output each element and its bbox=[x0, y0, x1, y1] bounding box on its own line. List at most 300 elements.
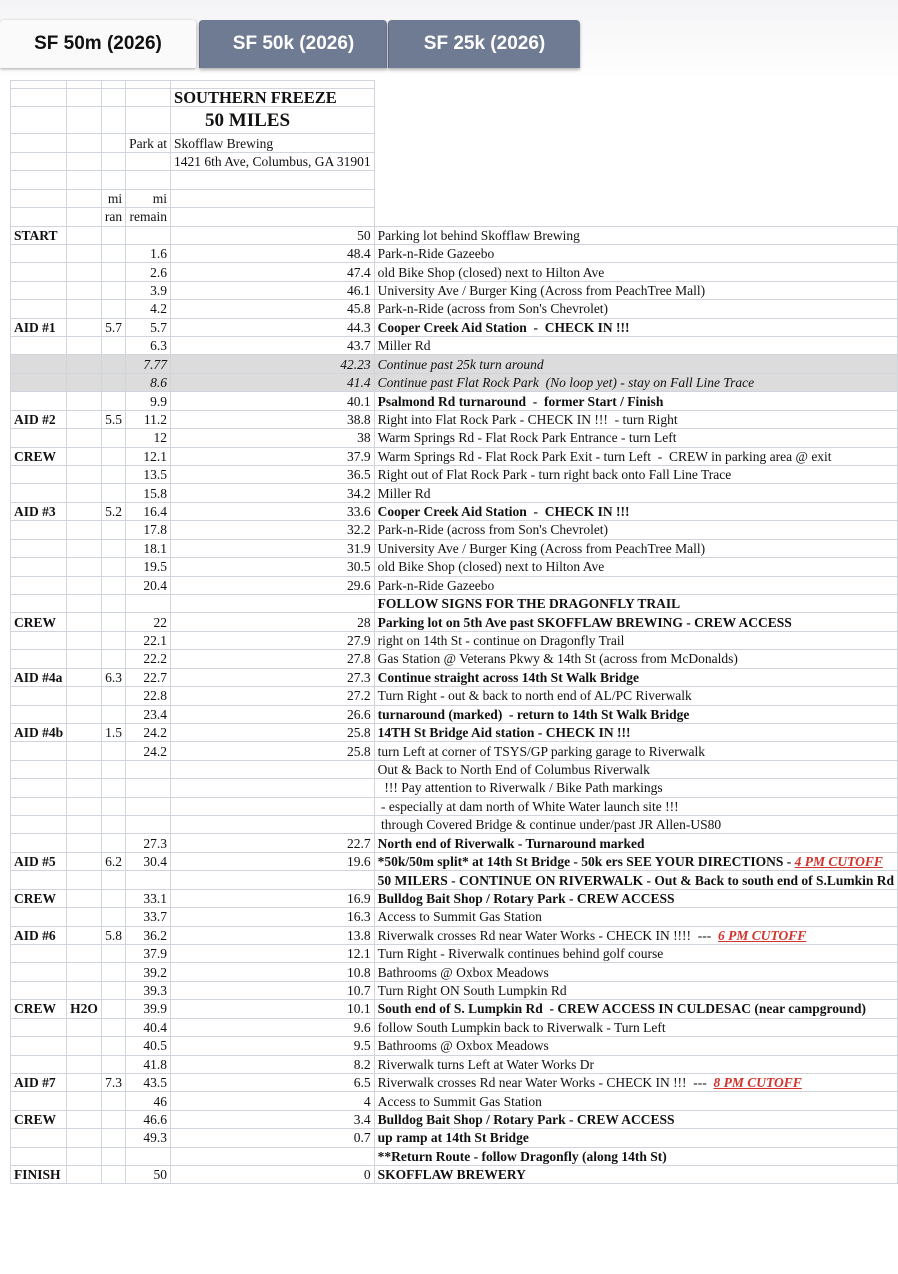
row-miles-remain: 26.6 bbox=[171, 705, 375, 723]
page-title: SOUTHERN FREEZE bbox=[171, 89, 375, 107]
row-leg-distance: 5.5 bbox=[101, 410, 125, 428]
course-row bbox=[11, 410, 898, 428]
row-label: AID #2 bbox=[11, 410, 67, 428]
row-extra bbox=[67, 668, 102, 686]
row-extra bbox=[67, 318, 102, 336]
row-direction-text: Turn Right ON South Lumpkin Rd bbox=[377, 983, 567, 999]
col-ran-header-bottom: ran bbox=[101, 208, 125, 226]
park-name: Skofflaw Brewing bbox=[171, 134, 375, 152]
row-leg-distance bbox=[101, 742, 125, 760]
row-miles-remain: 37.9 bbox=[171, 447, 375, 465]
course-row bbox=[11, 613, 898, 631]
row-direction bbox=[374, 613, 897, 631]
row-direction bbox=[374, 816, 897, 834]
row-miles-remain: 36.5 bbox=[171, 466, 375, 484]
row-label: AID #7 bbox=[11, 1073, 67, 1091]
row-direction bbox=[374, 908, 897, 926]
row-leg-distance bbox=[101, 944, 125, 962]
course-row bbox=[11, 1037, 898, 1055]
row-leg-distance: 7.3 bbox=[101, 1073, 125, 1091]
row-miles-ran: 9.9 bbox=[126, 392, 171, 410]
row-direction-text: up ramp at 14th St Bridge bbox=[377, 1130, 529, 1146]
row-direction-text: follow South Lumpkin back to Riverwalk - Turn Left bbox=[377, 1019, 666, 1035]
row-miles-ran: 40.5 bbox=[126, 1037, 171, 1055]
row-label bbox=[11, 521, 67, 539]
row-direction bbox=[374, 576, 897, 594]
row-leg-distance bbox=[101, 263, 125, 281]
row-direction-text: 50 MILERS - CONTINUE ON RIVERWALK - Out & Back to south end of S.Lumkin Rd bbox=[377, 872, 895, 888]
row-miles-remain: 3.4 bbox=[171, 1110, 375, 1128]
row-miles-remain: 27.9 bbox=[171, 631, 375, 649]
row-miles-ran: 23.4 bbox=[126, 705, 171, 723]
row-direction bbox=[374, 705, 897, 723]
course-row bbox=[11, 908, 898, 926]
row-extra bbox=[67, 466, 102, 484]
row-miles-remain: 16.9 bbox=[171, 889, 375, 907]
row-leg-distance bbox=[101, 1018, 125, 1036]
row-miles-remain: 28 bbox=[171, 613, 375, 631]
row-label: CREW bbox=[11, 447, 67, 465]
row-miles-ran: 39.9 bbox=[126, 1000, 171, 1018]
row-leg-distance bbox=[101, 1110, 125, 1128]
row-label: CREW bbox=[11, 1000, 67, 1018]
row-miles-remain: 41.4 bbox=[171, 373, 375, 391]
row-direction bbox=[374, 963, 897, 981]
row-direction bbox=[374, 871, 897, 889]
row-direction-text: Parking lot behind Skofflaw Brewing bbox=[377, 227, 580, 243]
course-row bbox=[11, 1000, 898, 1018]
course-row bbox=[11, 226, 898, 244]
course-row bbox=[11, 871, 898, 889]
course-row bbox=[11, 484, 898, 502]
row-extra bbox=[67, 852, 102, 870]
row-miles-remain: 27.2 bbox=[171, 687, 375, 705]
row-leg-distance: 6.2 bbox=[101, 852, 125, 870]
row-leg-distance bbox=[101, 300, 125, 318]
tab-sf-50k[interactable]: SF 50k (2026) bbox=[199, 20, 387, 68]
row-direction bbox=[374, 687, 897, 705]
row-leg-distance bbox=[101, 1000, 125, 1018]
row-direction bbox=[374, 981, 897, 999]
row-miles-remain: 25.8 bbox=[171, 742, 375, 760]
row-label bbox=[11, 742, 67, 760]
row-direction bbox=[374, 226, 897, 244]
row-direction bbox=[374, 392, 897, 410]
row-direction bbox=[374, 650, 897, 668]
course-row bbox=[11, 337, 898, 355]
tab-sf-25k[interactable]: SF 25k (2026) bbox=[388, 20, 580, 68]
row-extra bbox=[67, 797, 102, 815]
row-direction bbox=[374, 723, 897, 741]
row-miles-ran: 41.8 bbox=[126, 1055, 171, 1073]
row-extra bbox=[67, 742, 102, 760]
row-direction-text: 14TH St Bridge Aid station - CHECK IN !!! bbox=[377, 725, 631, 741]
row-leg-distance bbox=[101, 1147, 125, 1165]
column-header-row bbox=[11, 189, 898, 207]
course-directions-table bbox=[10, 80, 898, 1184]
row-miles-remain: 9.5 bbox=[171, 1037, 375, 1055]
row-miles-ran: 33.7 bbox=[126, 908, 171, 926]
row-miles-ran: 17.8 bbox=[126, 521, 171, 539]
row-extra bbox=[67, 779, 102, 797]
row-extra bbox=[67, 834, 102, 852]
row-label bbox=[11, 466, 67, 484]
column-header-row bbox=[11, 208, 898, 226]
row-extra bbox=[67, 502, 102, 520]
row-miles-remain bbox=[171, 1147, 375, 1165]
row-leg-distance bbox=[101, 981, 125, 999]
row-direction-text: Right into Flat Rock Park - CHECK IN !!! - turn Right bbox=[377, 411, 678, 427]
row-label bbox=[11, 871, 67, 889]
row-miles-ran: 13.5 bbox=[126, 466, 171, 484]
row-direction bbox=[374, 539, 897, 557]
row-extra bbox=[67, 889, 102, 907]
row-miles-ran: 11.2 bbox=[126, 410, 171, 428]
row-miles-ran: 8.6 bbox=[126, 373, 171, 391]
row-label bbox=[11, 300, 67, 318]
course-row bbox=[11, 981, 898, 999]
course-row bbox=[11, 852, 898, 870]
course-row bbox=[11, 705, 898, 723]
row-miles-ran bbox=[126, 797, 171, 815]
row-label bbox=[11, 908, 67, 926]
row-leg-distance bbox=[101, 613, 125, 631]
row-direction bbox=[374, 760, 897, 778]
row-extra bbox=[67, 908, 102, 926]
row-direction bbox=[374, 263, 897, 281]
row-miles-remain: 6.5 bbox=[171, 1073, 375, 1091]
row-direction bbox=[374, 1073, 897, 1091]
course-row bbox=[11, 963, 898, 981]
col-ran-header-top: mi bbox=[101, 189, 125, 207]
row-direction bbox=[374, 1129, 897, 1147]
row-extra bbox=[67, 816, 102, 834]
row-leg-distance: 1.5 bbox=[101, 723, 125, 741]
row-direction bbox=[374, 355, 897, 373]
park-label: Park at bbox=[126, 134, 171, 152]
row-label: CREW bbox=[11, 889, 67, 907]
row-miles-remain: 44.3 bbox=[171, 318, 375, 336]
row-leg-distance: 5.8 bbox=[101, 926, 125, 944]
row-label bbox=[11, 558, 67, 576]
row-direction-text: Park-n-Ride (across from Son's Chevrolet) bbox=[377, 522, 609, 538]
course-row bbox=[11, 263, 898, 281]
row-direction-text: Park-n-Ride Gazeebo bbox=[377, 246, 495, 262]
row-leg-distance bbox=[101, 1092, 125, 1110]
row-direction-text: Riverwalk turns Left at Water Works Dr bbox=[377, 1056, 594, 1072]
course-row bbox=[11, 1055, 898, 1073]
row-miles-ran: 30.4 bbox=[126, 852, 171, 870]
row-leg-distance bbox=[101, 889, 125, 907]
row-miles-ran: 22.7 bbox=[126, 668, 171, 686]
row-direction bbox=[374, 337, 897, 355]
row-label bbox=[11, 1147, 67, 1165]
row-miles-ran: 15.8 bbox=[126, 484, 171, 502]
row-extra bbox=[67, 226, 102, 244]
row-miles-ran: 40.4 bbox=[126, 1018, 171, 1036]
row-extra bbox=[67, 576, 102, 594]
row-leg-distance bbox=[101, 226, 125, 244]
row-label: AID #3 bbox=[11, 502, 67, 520]
tab-sf-50m[interactable]: SF 50m (2026) bbox=[0, 20, 196, 68]
row-miles-ran: 1.6 bbox=[126, 244, 171, 262]
row-miles-remain: 4 bbox=[171, 1092, 375, 1110]
row-leg-distance bbox=[101, 908, 125, 926]
row-miles-remain: 22.7 bbox=[171, 834, 375, 852]
course-row bbox=[11, 631, 898, 649]
row-leg-distance bbox=[101, 687, 125, 705]
row-direction bbox=[374, 1166, 897, 1184]
row-miles-ran: 22.8 bbox=[126, 687, 171, 705]
course-row bbox=[11, 742, 898, 760]
row-direction-text: Psalmond Rd turnaround - former Start / Finish bbox=[377, 393, 664, 409]
row-label bbox=[11, 1055, 67, 1073]
row-direction-text: Continue past 25k turn around bbox=[377, 356, 544, 372]
row-label: AID #4a bbox=[11, 668, 67, 686]
row-direction-text: Park-n-Ride (across from Son's Chevrolet) bbox=[377, 301, 609, 317]
course-row bbox=[11, 944, 898, 962]
row-direction bbox=[374, 1147, 897, 1165]
row-miles-remain: 12.1 bbox=[171, 944, 375, 962]
row-miles-remain bbox=[171, 779, 375, 797]
blank-row bbox=[11, 171, 898, 189]
row-direction bbox=[374, 889, 897, 907]
course-row bbox=[11, 392, 898, 410]
row-leg-distance bbox=[101, 337, 125, 355]
row-leg-distance bbox=[101, 594, 125, 612]
row-extra: H2O bbox=[67, 1000, 102, 1018]
row-miles-ran: 6.3 bbox=[126, 337, 171, 355]
course-row bbox=[11, 926, 898, 944]
row-direction bbox=[374, 1110, 897, 1128]
row-direction-text: Bathrooms @ Oxbox Meadows bbox=[377, 1038, 549, 1054]
row-miles-ran: 22.1 bbox=[126, 631, 171, 649]
row-miles-ran: 12 bbox=[126, 429, 171, 447]
row-label: AID #6 bbox=[11, 926, 67, 944]
row-label bbox=[11, 1092, 67, 1110]
row-leg-distance bbox=[101, 779, 125, 797]
row-miles-remain: 10.1 bbox=[171, 1000, 375, 1018]
course-row bbox=[11, 797, 898, 815]
row-extra bbox=[67, 1129, 102, 1147]
course-row bbox=[11, 816, 898, 834]
row-miles-remain: 8.2 bbox=[171, 1055, 375, 1073]
row-direction-text: Access to Summit Gas Station bbox=[377, 909, 542, 925]
row-leg-distance: 5.2 bbox=[101, 502, 125, 520]
row-label bbox=[11, 539, 67, 557]
row-direction-text: old Bike Shop (closed) next to Hilton Ave bbox=[377, 264, 605, 280]
row-miles-ran: 39.3 bbox=[126, 981, 171, 999]
course-row bbox=[11, 373, 898, 391]
cutoff-label: 8 PM CUTOFF bbox=[713, 1075, 802, 1091]
row-label bbox=[11, 484, 67, 502]
row-direction bbox=[374, 373, 897, 391]
row-direction bbox=[374, 281, 897, 299]
row-miles-ran: 46.6 bbox=[126, 1110, 171, 1128]
row-direction bbox=[374, 466, 897, 484]
course-row bbox=[11, 1018, 898, 1036]
row-label: CREW bbox=[11, 613, 67, 631]
row-miles-remain: 33.6 bbox=[171, 502, 375, 520]
row-direction bbox=[374, 779, 897, 797]
row-label bbox=[11, 687, 67, 705]
col-remain-header-top: mi bbox=[126, 189, 171, 207]
row-leg-distance bbox=[101, 539, 125, 557]
row-label bbox=[11, 337, 67, 355]
row-extra bbox=[67, 963, 102, 981]
row-miles-ran: 33.1 bbox=[126, 889, 171, 907]
row-miles-ran: 3.9 bbox=[126, 281, 171, 299]
row-direction-text: right on 14th St - continue on Dragonfly Trail bbox=[377, 633, 625, 649]
blank-row bbox=[11, 81, 898, 89]
row-leg-distance bbox=[101, 466, 125, 484]
course-row bbox=[11, 687, 898, 705]
row-direction-text: Warm Springs Rd - Flat Rock Park Entrance - turn Left bbox=[377, 430, 677, 446]
row-extra bbox=[67, 1166, 102, 1184]
row-leg-distance bbox=[101, 447, 125, 465]
row-miles-ran: 7.77 bbox=[126, 355, 171, 373]
row-extra bbox=[67, 705, 102, 723]
row-miles-ran: 50 bbox=[126, 1166, 171, 1184]
row-leg-distance bbox=[101, 1129, 125, 1147]
course-row bbox=[11, 318, 898, 336]
row-label bbox=[11, 281, 67, 299]
row-miles-ran bbox=[126, 594, 171, 612]
subtitle-row bbox=[11, 107, 898, 134]
row-miles-remain: 27.3 bbox=[171, 668, 375, 686]
row-direction bbox=[374, 631, 897, 649]
row-leg-distance bbox=[101, 834, 125, 852]
row-direction-text: University Ave / Burger King (Across from PeachTree Mall) bbox=[377, 540, 706, 556]
row-miles-ran bbox=[126, 226, 171, 244]
row-leg-distance bbox=[101, 392, 125, 410]
row-miles-ran bbox=[126, 779, 171, 797]
row-direction-text: **Return Route - follow Dragonfly (along 14th St) bbox=[377, 1148, 667, 1164]
row-miles-remain: 32.2 bbox=[171, 521, 375, 539]
park-address: 1421 6th Ave, Columbus, GA 31901 bbox=[171, 152, 375, 170]
row-direction bbox=[374, 300, 897, 318]
row-miles-remain: 0.7 bbox=[171, 1129, 375, 1147]
cutoff-label: 4 PM CUTOFF bbox=[794, 854, 883, 870]
row-miles-ran: 46 bbox=[126, 1092, 171, 1110]
row-miles-remain: 13.8 bbox=[171, 926, 375, 944]
row-leg-distance bbox=[101, 650, 125, 668]
row-direction bbox=[374, 318, 897, 336]
row-leg-distance bbox=[101, 1055, 125, 1073]
row-miles-remain: 30.5 bbox=[171, 558, 375, 576]
row-direction-text: Access to Summit Gas Station bbox=[377, 1093, 542, 1109]
row-label bbox=[11, 1037, 67, 1055]
row-direction bbox=[374, 410, 897, 428]
row-miles-remain: 40.1 bbox=[171, 392, 375, 410]
row-miles-remain: 50 bbox=[171, 226, 375, 244]
row-miles-ran bbox=[126, 816, 171, 834]
row-direction bbox=[374, 1055, 897, 1073]
title-row bbox=[11, 89, 898, 107]
row-direction bbox=[374, 429, 897, 447]
course-row bbox=[11, 281, 898, 299]
row-label bbox=[11, 834, 67, 852]
course-row bbox=[11, 1092, 898, 1110]
row-label: START bbox=[11, 226, 67, 244]
course-row bbox=[11, 1166, 898, 1184]
row-miles-remain: 34.2 bbox=[171, 484, 375, 502]
row-extra bbox=[67, 355, 102, 373]
row-leg-distance bbox=[101, 484, 125, 502]
park-row bbox=[11, 134, 898, 152]
row-direction-text: old Bike Shop (closed) next to Hilton Ave bbox=[377, 559, 605, 575]
row-label: AID #4b bbox=[11, 723, 67, 741]
row-leg-distance bbox=[101, 1037, 125, 1055]
row-label: FINISH bbox=[11, 1166, 67, 1184]
row-direction-text: - especially at dam north of White Water launch site !!! bbox=[377, 798, 679, 814]
row-direction bbox=[374, 1018, 897, 1036]
row-direction bbox=[374, 1037, 897, 1055]
row-extra bbox=[67, 926, 102, 944]
row-extra bbox=[67, 373, 102, 391]
course-row bbox=[11, 668, 898, 686]
row-miles-ran: 22 bbox=[126, 613, 171, 631]
row-miles-ran: 2.6 bbox=[126, 263, 171, 281]
row-direction bbox=[374, 742, 897, 760]
row-direction bbox=[374, 834, 897, 852]
course-row bbox=[11, 760, 898, 778]
row-leg-distance bbox=[101, 576, 125, 594]
row-direction bbox=[374, 447, 897, 465]
row-label bbox=[11, 631, 67, 649]
course-row bbox=[11, 558, 898, 576]
row-miles-remain: 19.6 bbox=[171, 852, 375, 870]
row-label bbox=[11, 981, 67, 999]
row-miles-ran: 5.7 bbox=[126, 318, 171, 336]
row-miles-remain bbox=[171, 816, 375, 834]
row-miles-remain: 38 bbox=[171, 429, 375, 447]
course-row bbox=[11, 889, 898, 907]
row-label bbox=[11, 263, 67, 281]
row-miles-remain bbox=[171, 594, 375, 612]
row-direction-text: SKOFFLAW BREWERY bbox=[377, 1167, 526, 1183]
row-leg-distance bbox=[101, 558, 125, 576]
row-direction-text: South end of S. Lumpkin Rd - CREW ACCESS IN CULDESAC (near campground) bbox=[377, 1001, 867, 1017]
row-extra bbox=[67, 631, 102, 649]
row-label bbox=[11, 355, 67, 373]
row-extra bbox=[67, 281, 102, 299]
course-row bbox=[11, 244, 898, 262]
row-miles-ran: 20.4 bbox=[126, 576, 171, 594]
row-miles-ran: 49.3 bbox=[126, 1129, 171, 1147]
row-direction-text: Bulldog Bait Shop / Rotary Park - CREW ACCESS bbox=[377, 1111, 675, 1127]
row-direction bbox=[374, 502, 897, 520]
row-miles-remain: 48.4 bbox=[171, 244, 375, 262]
row-direction-text: Right out of Flat Rock Park - turn right back onto Fall Line Trace bbox=[377, 467, 732, 483]
row-direction-text: Riverwalk crosses Rd near Water Works - CHECK IN !!!! --- bbox=[377, 927, 719, 943]
row-miles-ran: 4.2 bbox=[126, 300, 171, 318]
course-row bbox=[11, 834, 898, 852]
row-direction bbox=[374, 594, 897, 612]
row-miles-ran: 36.2 bbox=[126, 926, 171, 944]
row-direction-text: University Ave / Burger King (Across from PeachTree Mall) bbox=[377, 283, 706, 298]
row-direction-text: Out & Back to North End of Columbus Riverwalk bbox=[377, 761, 650, 777]
row-extra bbox=[67, 484, 102, 502]
row-extra bbox=[67, 244, 102, 262]
row-label bbox=[11, 779, 67, 797]
row-miles-remain bbox=[171, 760, 375, 778]
sheet-tabs bbox=[0, 20, 826, 68]
row-label bbox=[11, 944, 67, 962]
row-direction bbox=[374, 852, 897, 870]
row-extra bbox=[67, 613, 102, 631]
row-direction-text: Turn Right - out & back to north end of AL/PC Riverwalk bbox=[377, 688, 692, 704]
